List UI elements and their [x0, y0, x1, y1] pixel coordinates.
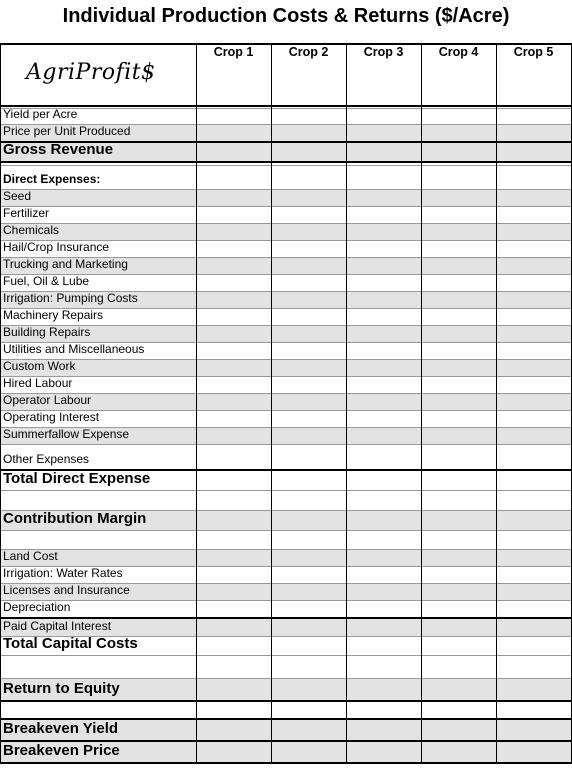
row-label-gross: Gross Revenue — [3, 141, 114, 158]
cell-paid-crop-2[interactable] — [272, 618, 346, 636]
row-label-beprice: Breakeven Price — [3, 742, 120, 759]
row-gridline — [0, 700, 572, 702]
cell-price-crop-2[interactable] — [272, 125, 346, 141]
row-label-fert: Fertilizer — [3, 206, 50, 220]
cell-hired-crop-5[interactable] — [497, 377, 571, 393]
cell-land-crop-1[interactable] — [197, 550, 271, 566]
row-label-direct: Direct Expenses: — [3, 172, 101, 186]
cell-build-crop-5[interactable] — [497, 326, 571, 342]
cell-beprice-crop-1[interactable] — [197, 741, 271, 762]
cell-totdirect-crop-2[interactable] — [272, 470, 346, 490]
cell-paid-crop-1[interactable] — [197, 618, 271, 636]
cost-returns-table — [0, 43, 572, 776]
cell-gross-crop-3[interactable] — [347, 142, 421, 161]
cell-yield-crop-2[interactable] — [272, 109, 346, 124]
cell-mach-crop-5[interactable] — [497, 309, 571, 325]
cell-totcap-crop-4[interactable] — [422, 637, 496, 655]
cell-ret-crop-3[interactable] — [347, 679, 421, 700]
cell-util-crop-1[interactable] — [197, 343, 271, 359]
cell-fert-crop-4[interactable] — [422, 207, 496, 223]
cell-other-crop-1[interactable] — [197, 445, 271, 469]
cell-dep-crop-4[interactable] — [422, 601, 496, 617]
cell-dep-crop-2[interactable] — [272, 601, 346, 617]
cell-price-crop-3[interactable] — [347, 125, 421, 141]
row-gridline — [0, 655, 572, 656]
cell-fert-crop-5[interactable] — [497, 207, 571, 223]
cell-contrib-crop-1[interactable] — [197, 511, 271, 530]
cell-build-crop-2[interactable] — [272, 326, 346, 342]
cell-totcap-crop-2[interactable] — [272, 637, 346, 655]
cell-beyield-crop-2[interactable] — [272, 719, 346, 740]
cell-beprice-crop-2[interactable] — [272, 741, 346, 762]
cell-opint-crop-4[interactable] — [422, 411, 496, 427]
cell-lic-crop-1[interactable] — [197, 584, 271, 600]
cell-fuel-crop-4[interactable] — [422, 275, 496, 291]
cell-oplab-crop-3[interactable] — [347, 394, 421, 410]
cell-totdirect-crop-5[interactable] — [497, 470, 571, 490]
cell-price-crop-1[interactable] — [197, 125, 271, 141]
row-label-lic: Licenses and Insurance — [3, 583, 130, 597]
cell-build-crop-4[interactable] — [422, 326, 496, 342]
cell-lic-crop-4[interactable] — [422, 584, 496, 600]
cell-direct-crop-5[interactable] — [497, 166, 571, 189]
row-gridline — [0, 105, 572, 107]
cell-land-crop-5[interactable] — [497, 550, 571, 566]
cell-paid-crop-4[interactable] — [422, 618, 496, 636]
cell-summer-crop-4[interactable] — [422, 428, 496, 444]
cell-opint-crop-3[interactable] — [347, 411, 421, 427]
cell-hail-crop-2[interactable] — [272, 241, 346, 257]
row-label-irrpump: Irrigation: Pumping Costs — [3, 291, 138, 305]
column-header-crop-5: Crop 5 — [513, 45, 554, 59]
cell-seed-crop-5[interactable] — [497, 190, 571, 206]
cell-beyield-crop-5[interactable] — [497, 719, 571, 740]
cell-direct-crop-4[interactable] — [422, 166, 496, 189]
cell-summer-crop-5[interactable] — [497, 428, 571, 444]
cell-truck-crop-1[interactable] — [197, 258, 271, 274]
row-label-other: Other Expenses — [3, 452, 90, 466]
cell-ret-crop-1[interactable] — [197, 679, 271, 700]
cell-fuel-crop-1[interactable] — [197, 275, 271, 291]
cell-oplab-crop-2[interactable] — [272, 394, 346, 410]
cell-summer-crop-3[interactable] — [347, 428, 421, 444]
cell-contrib-crop-2[interactable] — [272, 511, 346, 530]
cell-beprice-crop-3[interactable] — [347, 741, 421, 762]
cell-totcap-crop-1[interactable] — [197, 637, 271, 655]
cell-fuel-crop-5[interactable] — [497, 275, 571, 291]
cell-hired-crop-3[interactable] — [347, 377, 421, 393]
row-label-beyield: Breakeven Yield — [3, 720, 119, 737]
cell-yield-crop-3[interactable] — [347, 109, 421, 124]
cell-dep-crop-1[interactable] — [197, 601, 271, 617]
cell-chem-crop-2[interactable] — [272, 224, 346, 240]
cell-paid-crop-3[interactable] — [347, 618, 421, 636]
cell-mach-crop-2[interactable] — [272, 309, 346, 325]
agriprofit-logo: AgriProfit$ — [26, 60, 156, 85]
cell-seed-crop-1[interactable] — [197, 190, 271, 206]
cell-gross-crop-2[interactable] — [272, 142, 346, 161]
cell-util-crop-5[interactable] — [497, 343, 571, 359]
cell-chem-crop-1[interactable] — [197, 224, 271, 240]
cell-hired-crop-2[interactable] — [272, 377, 346, 393]
column-header-crop-1: Crop 1 — [213, 45, 254, 59]
cell-summer-crop-2[interactable] — [272, 428, 346, 444]
cell-price-crop-4[interactable] — [422, 125, 496, 141]
cell-irrpump-crop-3[interactable] — [347, 292, 421, 308]
row-gridline — [0, 530, 572, 531]
cell-yield-crop-5[interactable] — [497, 109, 571, 124]
cell-beyield-crop-1[interactable] — [197, 719, 271, 740]
cell-custom-crop-3[interactable] — [347, 360, 421, 376]
cell-totcap-crop-3[interactable] — [347, 637, 421, 655]
row-label-summer: Summerfallow Expense — [3, 427, 130, 441]
cell-fert-crop-1[interactable] — [197, 207, 271, 223]
cell-custom-crop-4[interactable] — [422, 360, 496, 376]
cell-mach-crop-4[interactable] — [422, 309, 496, 325]
cell-gross-crop-5[interactable] — [497, 142, 571, 161]
cell-opint-crop-2[interactable] — [272, 411, 346, 427]
cell-opint-crop-1[interactable] — [197, 411, 271, 427]
cell-other-crop-2[interactable] — [272, 445, 346, 469]
row-label-irrwater: Irrigation: Water Rates — [3, 566, 123, 580]
cell-gross-crop-1[interactable] — [197, 142, 271, 161]
column-gridline — [0, 43, 1, 762]
cell-land-crop-4[interactable] — [422, 550, 496, 566]
cell-yield-crop-4[interactable] — [422, 109, 496, 124]
row-gridline — [0, 161, 572, 163]
cell-totdirect-crop-4[interactable] — [422, 470, 496, 490]
cell-totcap-crop-5[interactable] — [497, 637, 571, 655]
cell-mach-crop-3[interactable] — [347, 309, 421, 325]
row-label-util: Utilities and Miscellaneous — [3, 342, 145, 356]
cell-truck-crop-2[interactable] — [272, 258, 346, 274]
cell-fert-crop-3[interactable] — [347, 207, 421, 223]
cell-truck-crop-5[interactable] — [497, 258, 571, 274]
row-label-hail: Hail/Crop Insurance — [3, 240, 110, 254]
cell-beyield-crop-4[interactable] — [422, 719, 496, 740]
cell-custom-crop-1[interactable] — [197, 360, 271, 376]
cell-hired-crop-1[interactable] — [197, 377, 271, 393]
cell-other-crop-5[interactable] — [497, 445, 571, 469]
sheet-title: Individual Production Costs & Returns ($/Acre) — [62, 5, 510, 27]
cell-chem-crop-5[interactable] — [497, 224, 571, 240]
cell-custom-crop-5[interactable] — [497, 360, 571, 376]
row-label-opint: Operating Interest — [3, 410, 100, 424]
cell-lic-crop-2[interactable] — [272, 584, 346, 600]
cell-land-crop-3[interactable] — [347, 550, 421, 566]
row-label-fuel: Fuel, Oil & Lube — [3, 274, 90, 288]
cell-beprice-crop-5[interactable] — [497, 741, 571, 762]
cell-irrwater-crop-5[interactable] — [497, 567, 571, 583]
row-label-oplab: Operator Labour — [3, 393, 92, 407]
row-label-custom: Custom Work — [3, 359, 76, 373]
cell-hail-crop-4[interactable] — [422, 241, 496, 257]
cell-mach-crop-1[interactable] — [197, 309, 271, 325]
cell-hail-crop-3[interactable] — [347, 241, 421, 257]
cell-seed-crop-3[interactable] — [347, 190, 421, 206]
cell-irrwater-crop-3[interactable] — [347, 567, 421, 583]
cell-contrib-crop-5[interactable] — [497, 511, 571, 530]
cell-fuel-crop-3[interactable] — [347, 275, 421, 291]
cell-paid-crop-5[interactable] — [497, 618, 571, 636]
cell-hail-crop-1[interactable] — [197, 241, 271, 257]
cell-build-crop-1[interactable] — [197, 326, 271, 342]
cell-other-crop-4[interactable] — [422, 445, 496, 469]
cell-fuel-crop-2[interactable] — [272, 275, 346, 291]
cell-ret-crop-2[interactable] — [272, 679, 346, 700]
cell-beprice-crop-4[interactable] — [422, 741, 496, 762]
cell-chem-crop-3[interactable] — [347, 224, 421, 240]
column-header-crop-3: Crop 3 — [363, 45, 404, 59]
cell-totdirect-crop-1[interactable] — [197, 470, 271, 490]
cell-summer-crop-1[interactable] — [197, 428, 271, 444]
cell-chem-crop-4[interactable] — [422, 224, 496, 240]
cell-irrwater-crop-1[interactable] — [197, 567, 271, 583]
row-label-hired: Hired Labour — [3, 376, 73, 390]
cell-dep-crop-5[interactable] — [497, 601, 571, 617]
row-gridline — [0, 762, 572, 764]
cell-totdirect-crop-3[interactable] — [347, 470, 421, 490]
cell-contrib-crop-4[interactable] — [422, 511, 496, 530]
cell-irrpump-crop-1[interactable] — [197, 292, 271, 308]
cell-opint-crop-5[interactable] — [497, 411, 571, 427]
cell-yield-crop-1[interactable] — [197, 109, 271, 124]
row-label-seed: Seed — [3, 189, 32, 203]
cell-hired-crop-4[interactable] — [422, 377, 496, 393]
row-label-yield: Yield per Acre — [3, 107, 78, 121]
row-label-dep: Depreciation — [3, 600, 71, 614]
row-label-chem: Chemicals — [3, 223, 60, 237]
cell-contrib-crop-3[interactable] — [347, 511, 421, 530]
row-gridline — [0, 490, 572, 491]
cell-hail-crop-5[interactable] — [497, 241, 571, 257]
cell-oplab-crop-1[interactable] — [197, 394, 271, 410]
row-label-ret: Return to Equity — [3, 680, 120, 697]
cell-seed-crop-2[interactable] — [272, 190, 346, 206]
cell-irrwater-crop-2[interactable] — [272, 567, 346, 583]
cell-direct-crop-1[interactable] — [197, 166, 271, 189]
cell-truck-crop-3[interactable] — [347, 258, 421, 274]
row-label-build: Building Repairs — [3, 325, 91, 339]
cell-dep-crop-3[interactable] — [347, 601, 421, 617]
row-label-truck: Trucking and Marketing — [3, 257, 128, 271]
cell-util-crop-4[interactable] — [422, 343, 496, 359]
row-label-totdirect: Total Direct Expense — [3, 470, 151, 487]
row-label-contrib: Contribution Margin — [3, 510, 147, 527]
column-header-crop-2: Crop 2 — [288, 45, 329, 59]
row-label-totcap: Total Capital Costs — [3, 635, 138, 652]
cell-ret-crop-4[interactable] — [422, 679, 496, 700]
cell-truck-crop-4[interactable] — [422, 258, 496, 274]
cell-direct-crop-2[interactable] — [272, 166, 346, 189]
cell-irrwater-crop-4[interactable] — [422, 567, 496, 583]
cell-oplab-crop-4[interactable] — [422, 394, 496, 410]
cell-custom-crop-2[interactable] — [272, 360, 346, 376]
cell-lic-crop-5[interactable] — [497, 584, 571, 600]
cell-util-crop-2[interactable] — [272, 343, 346, 359]
cell-land-crop-2[interactable] — [272, 550, 346, 566]
cell-fert-crop-2[interactable] — [272, 207, 346, 223]
column-header-crop-4: Crop 4 — [438, 45, 479, 59]
cell-irrpump-crop-5[interactable] — [497, 292, 571, 308]
cell-util-crop-3[interactable] — [347, 343, 421, 359]
cell-other-crop-3[interactable] — [347, 445, 421, 469]
cell-build-crop-3[interactable] — [347, 326, 421, 342]
cell-oplab-crop-5[interactable] — [497, 394, 571, 410]
cell-direct-crop-3[interactable] — [347, 166, 421, 189]
cell-irrpump-crop-2[interactable] — [272, 292, 346, 308]
cell-beyield-crop-3[interactable] — [347, 719, 421, 740]
row-label-price: Price per Unit Produced — [3, 124, 131, 138]
cell-lic-crop-3[interactable] — [347, 584, 421, 600]
cell-price-crop-5[interactable] — [497, 125, 571, 141]
row-label-land: Land Cost — [3, 549, 58, 563]
cell-seed-crop-4[interactable] — [422, 190, 496, 206]
row-label-paid: Paid Capital Interest — [3, 619, 112, 633]
cell-gross-crop-4[interactable] — [422, 142, 496, 161]
row-label-mach: Machinery Repairs — [3, 308, 104, 322]
cell-irrpump-crop-4[interactable] — [422, 292, 496, 308]
cell-ret-crop-5[interactable] — [497, 679, 571, 700]
